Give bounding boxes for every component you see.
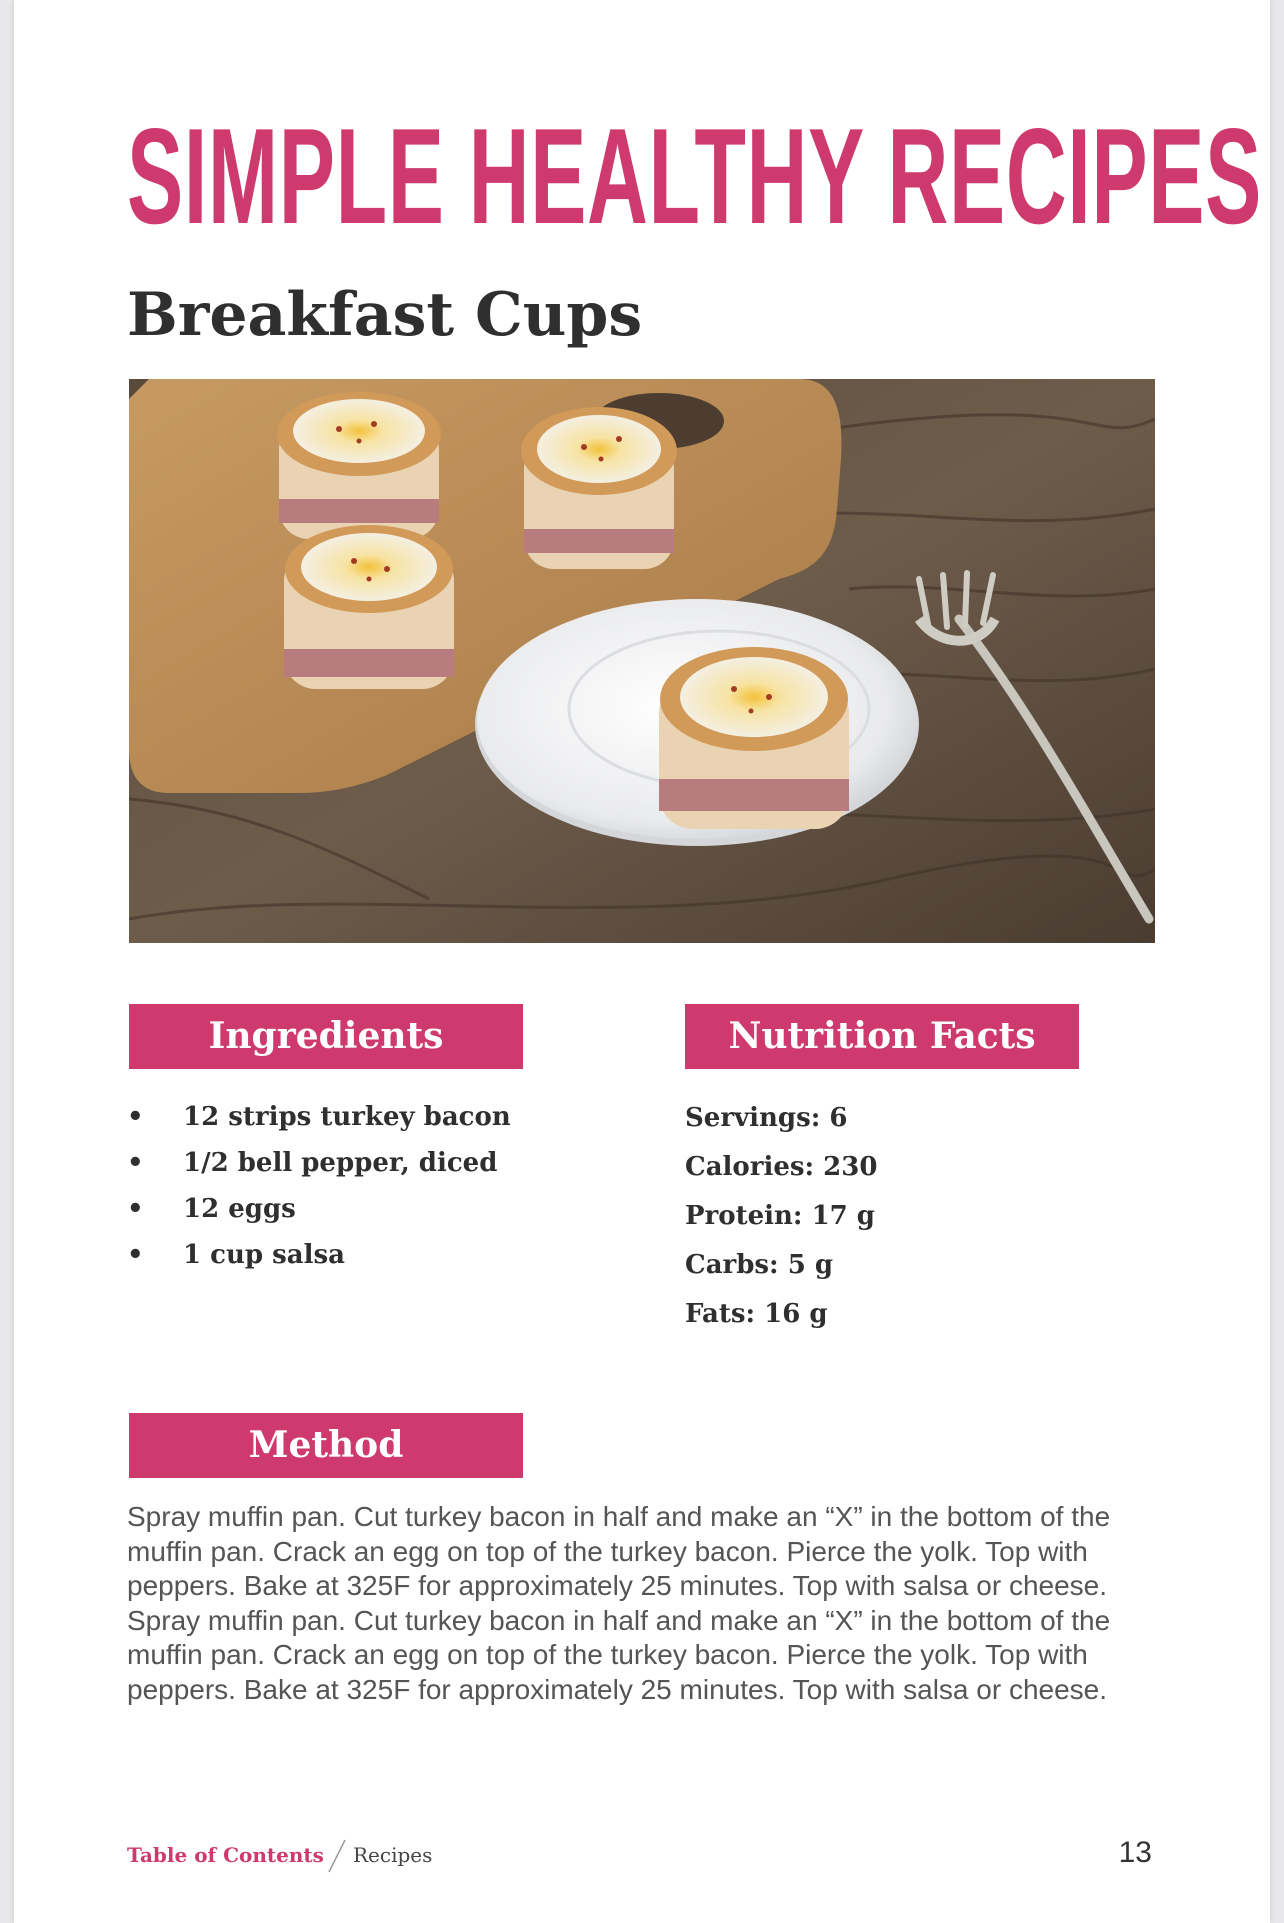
list-item [127,1186,511,1232]
recipe-title: Breakfast Cups [127,280,643,350]
bullet-icon: • [127,1102,144,1132]
page-number: 13 [1118,1836,1152,1869]
breadcrumb-separator-icon [325,1838,349,1874]
nutrition-protein: Protein: 17 g [685,1201,875,1231]
bullet-icon: • [127,1194,144,1224]
list-item [127,1232,511,1278]
bullet-icon: • [127,1148,144,1178]
recipe-page [14,0,1270,1923]
nutrition-carbs: Carbs: 5 g [685,1250,834,1280]
nutrition-calories: Calories: 230 [685,1152,878,1182]
nutrition-facts-header: Nutrition Facts [685,1004,1079,1069]
bullet-icon: • [127,1240,144,1270]
ingredient-text: 1/2 bell pepper, diced [183,1148,498,1178]
ingredients-list [127,1094,511,1278]
ingredient-text: 12 eggs [183,1194,296,1224]
ingredients-header: Ingredients [129,1004,523,1069]
nutrition-fats: Fats: 16 g [685,1299,828,1329]
nutrition-servings: Servings: 6 [685,1103,848,1133]
method-header: Method [129,1413,523,1478]
breadcrumb-section: Recipes [353,1843,433,1867]
ingredient-text: 12 strips turkey bacon [183,1102,511,1132]
list-item [127,1094,511,1140]
list-item [127,1140,511,1186]
ingredient-text: 1 cup salsa [183,1240,345,1270]
book-title: SIMPLE HEALTHY RECIPES [127,100,1262,252]
breakfast-cups-photo [129,379,1155,943]
nutrition-list [685,1094,877,1339]
table-of-contents-link[interactable]: Table of Contents [127,1843,324,1867]
method-text: Spray muffin pan. Cut turkey bacon in half and make an “X” in the bottom of the muffin pan. Crack an egg on top of the turkey bacon. Pierce the yolk. Top with peppers. Bake at 325F for approximately 25 minutes. Top with salsa or cheese. Spray muffin pan. Cut turkey bacon in half and make an “X” in the bottom of the muffin pan. Crack an egg on top of the turkey bacon. Pierce the yolk. Top with peppers. Bake at 325F for approximately 25 minutes. Top with salsa or cheese. [127,1501,1111,1705]
